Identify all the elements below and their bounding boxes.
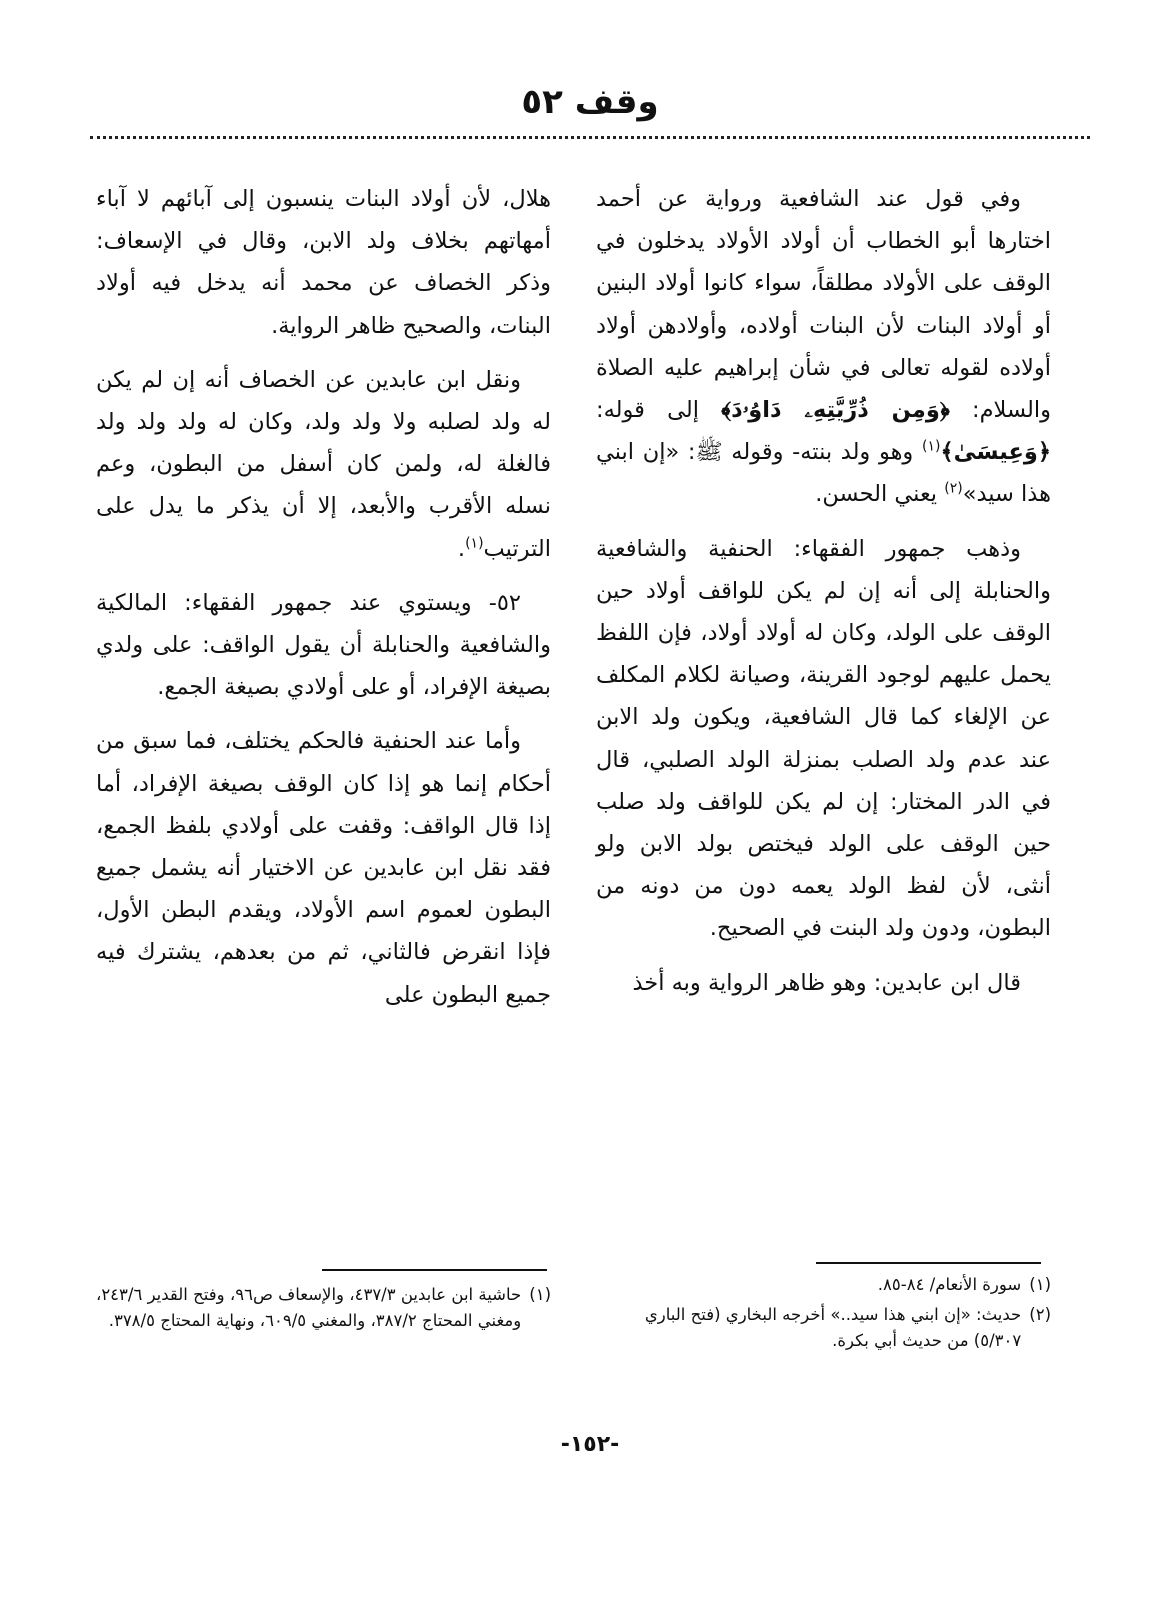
paragraph: وأما عند الحنفية فالحكم يختلف، فما سبق من أحكام إنما هو إذا كان الوقف بصيغة الإفراد، أما إذا قال الواقف: وقفت على أولادي بلفظ الجمع، فقد نقل ابن عابدين عن الاختيار أنه يشمل جميع البطون لعموم اسم الأولاد، ويقدم البطن الأول، فإذا انقرض فالثاني، ثم من بعدهم، يشترك فيه جميع البطون على bbox=[96, 728, 551, 1008]
paragraph: قال ابن عابدين: وهو ظاهر الرواية وبه أخذ bbox=[632, 969, 1021, 996]
paragraph: وذهب جمهور الفقهاء: الحنفية والشافعية والحنابلة إلى أنه إن لم يكن للواقف أولاد حين الوقف على الولد، وكان له أولاد أولاد، فإن اللفظ يحمل عليهم لوجود القرينة، وصيانة لكلام المكلف عن الإلغاء كما قال الشافعية، ويكون ولد الابن عند عدم ولد الصلب بمنزلة الولد الصلبي، قال في الدر المختار: إن لم يكن للواقف ولد صلب حين الوقف على الولد فيختص بولد الابن ولو أنثى، لأن لفظ الولد يعمه دون من دونه من البطون، ودون ولد البنت في الصحيح. bbox=[596, 535, 1051, 942]
footnote-ref: (١) bbox=[465, 535, 484, 552]
page-header bbox=[90, 82, 1090, 122]
footnote: (١) حاشية ابن عابدين ٤٣٧/٣، والإسعاف ص٩٦، وفتح القدير ٢٤٣/٦، ومغني المحتاج ٣٨٧/٢، والمغني ٦٠٩/٥، ونهاية المحتاج ٣٧٨/٥. bbox=[95, 1285, 551, 1330]
quran-quote: ﴿وَعِيسَىٰ﴾ bbox=[940, 439, 1052, 466]
quran-quote: ﴿وَمِن ذُرِّيَّتِهِۦ دَاوُۥدَ﴾ bbox=[721, 397, 950, 424]
footnotes-left bbox=[96, 1282, 551, 1338]
footnote-rule bbox=[816, 1262, 1041, 1264]
left-column bbox=[96, 178, 551, 1028]
right-column bbox=[596, 178, 1051, 1016]
footnote: (١) سورة الأنعام/ ٨٤-٨٥. bbox=[877, 1275, 1051, 1294]
footnote: (٢) حديث: «إن ابني هذا سيد..» أخرجه البخاري (فتح الباري ٥/٣٠٧) من حديث أبي بكرة. bbox=[644, 1305, 1051, 1350]
paragraph: ٥٢- ويستوي عند جمهور الفقهاء: المالكية والشافعية والحنابلة أن يقول الواقف: على ولدي بصيغة الإفراد، أو على أولادي بصيغة الجمع. bbox=[96, 589, 551, 701]
footnote-ref: (١) bbox=[921, 438, 941, 455]
paragraph: ونقل ابن عابدين عن الخصاف أنه إن لم يكن له ولد لصلبه ولا ولد ولد، وكان له ولد ولد ولد فالغلة له، ولمن كان أسفل من البطون، وعم نسله الأقرب والأبعد، إلا أن يذكر ما يدل على الترتيب$^{(١)}$. bbox=[96, 366, 551, 562]
footnotes-right bbox=[596, 1272, 1051, 1358]
footnote-ref: (٢) bbox=[944, 480, 963, 497]
paragraph: وفي قول عند الشافعية ورواية عن أحمد اختارها أبو الخطاب أن أولاد الأولاد يدخلون في الوقف على الأولاد مطلقاً، سواء كانوا أولاد البنين أو أولاد البنات لأن البنات أولاده، وأولادهن أولاد أولاده لقوله تعالى في شأن إبراهيم عليه الصلاة والسلام: ﴿وَمِن ذُرِّيَّتِهِۦ دَاوُۥدَ﴾ إلى قوله: ﴿وَعِيسَىٰ﴾$^{(١)}$ وهو ولد بنته- وقوله ﷺ: «إن ابني هذا سيد»$^{(٢)}$ يعني الحسن. bbox=[596, 186, 1052, 508]
dotted-separator bbox=[90, 136, 1090, 139]
page-number: -١٥٢- bbox=[560, 1432, 620, 1457]
page-title: وقف ٥٢ bbox=[521, 82, 659, 122]
paragraph: هلال، لأن أولاد البنات ينسبون إلى آبائهم لا آباء أمهاتهم بخلاف ولد الابن، وقال في الإسعاف: وذكر الخصاف عن محمد أنه يدخل فيه أولاد البنات، والصحيح ظاهر الرواية. bbox=[96, 186, 551, 339]
footnote-rule bbox=[322, 1269, 547, 1271]
